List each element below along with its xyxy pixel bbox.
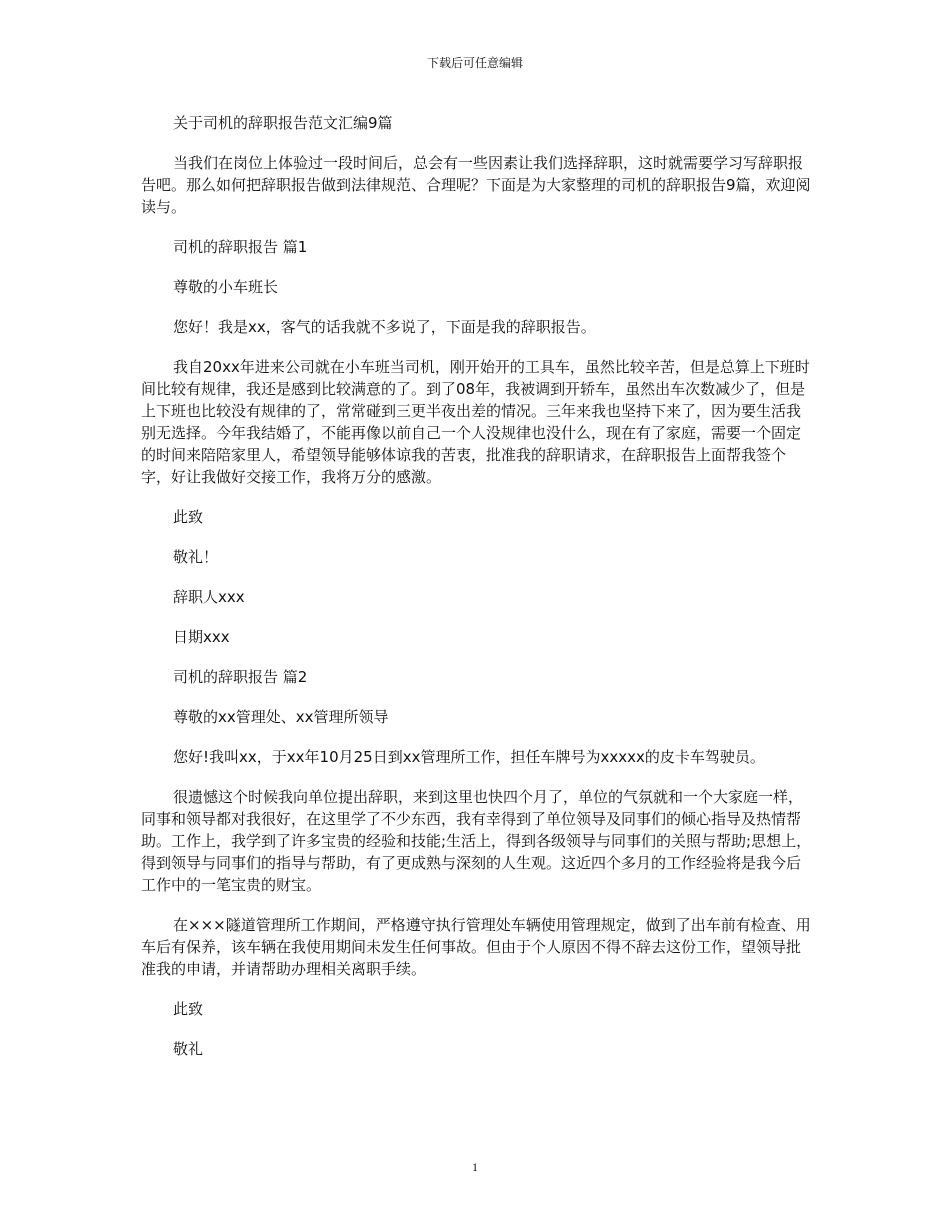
- body-paragraph-3: 在×××隧道管理所工作期间，严格遵守执行管理处车辆使用管理规定，做到了出车前有检查、用车后有保养，该车辆在我使用期间未发生任何事故。但由于个人原因不得不辞去这份工作，望领导批准我的申请，并请帮助办理相关离职手续。: [141, 916, 811, 978]
- doc-title: 关于司机的辞职报告范文汇编9篇: [173, 114, 393, 132]
- body-paragraph-2: 很遗憾这个时候我向单位提出辞职，来到这里也快四个月了，单位的气氛就和一个大家庭一样，同事和领导都对我很好，在这里学了不少东西，我有幸得到了单位领导及同事们的倾心指导及热情帮助。工作上，我学到了许多宝贵的经验和技能;生活上，得到各级领导与同事们的关照与帮助;思想上，得到领导与同事们的指导与帮助，有了更成熟与深刻的人生观。这近四个多月的工作经验将是我今后工作中的一笔宝贵的财宝。: [141, 788, 812, 894]
- section-heading-1: 司机的辞职报告 篇1: [173, 238, 308, 256]
- document-body: [141, 112, 815, 1078]
- date-1: 日期xxx: [173, 628, 230, 646]
- salutation-1: 尊敬的小车班长: [173, 278, 279, 296]
- body-paragraph-1: 我自20xx年进来公司就在小车班当司机，刚开始开的工具车，虽然比较辛苦，但是总算上下班时间比较有规律，我还是感到比较满意的了。到了08年，我被调到开轿车，虽然出车次数减少了，但是上下班也比较没有规律的了，常常碰到三更半夜出差的情况。三年来我也坚持下来了，因为要生活我别无选择。今年我结婚了，不能再像以前自己一个人没规律也没什么，现在有了家庭，需要一个固定的时间来陪陪家里人，希望领导能够体谅我的苦衷，批准我的辞职请求，在辞职报告上面帮我签个字，好让我做好交接工作，我将万分的感激。: [141, 358, 810, 486]
- closing-2: 此致: [173, 1000, 204, 1018]
- section-heading-2: 司机的辞职报告 篇2: [173, 668, 308, 686]
- greeting-2: 您好!我叫xx，于xx年10月25日到xx管理所工作，担任车牌号为xxxxx的皮卡车驾驶员。: [173, 748, 765, 766]
- salutation-2: 尊敬的xx管理处、xx管理所领导: [173, 708, 389, 726]
- greeting-1: 您好！我是xx，客气的话我就不多说了，下面是我的辞职报告。: [173, 318, 596, 336]
- page-header: 下载后可任意编辑: [426, 56, 523, 70]
- intro-paragraph: 当我们在岗位上体验过一段时间后，总会有一些因素让我们选择辞职，这时就需要学习写辞职报告吧。那么如何把辞职报告做到法律规范、合理呢？下面是为大家整理的司机的辞职报告9篇，欢迎阅读与。: [141, 154, 811, 216]
- closing-1: 此致: [173, 508, 204, 526]
- regards-2: 敬礼: [173, 1040, 204, 1058]
- regards-1: 敬礼！: [173, 548, 219, 566]
- signature-1: 辞职人xxx: [173, 588, 245, 606]
- page-number: 1: [472, 1160, 478, 1174]
